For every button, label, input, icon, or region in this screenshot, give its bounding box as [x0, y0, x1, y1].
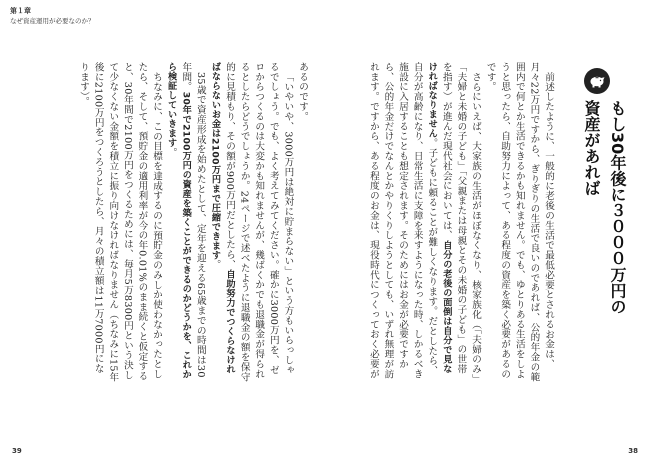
heading-line-2: 資産があれば — [582, 100, 601, 196]
paragraph: 前述したように、一般的に老後の生活で最低必要とされるお金は、月々22万円ですから、ぎりぎりの生活で良いのであれば、公的年金の範囲内で何とか生活できるかも知れません。でも、ゆとりある生活をしようと思ったら、自助努力によって、ある程度の資産を築く必要があるのです。 — [484, 62, 554, 382]
emphasis-text: 自分の老後の面倒は自分で見なければなりません — [426, 62, 452, 374]
heading-line-1: もし30年後に３０００万円の — [608, 100, 627, 315]
right-page — [325, 0, 650, 465]
paragraph: あるのです。 — [297, 62, 308, 122]
right-body-text — [345, 62, 555, 382]
chapter-label: 第１章 — [10, 7, 31, 15]
paragraph: 35歳で資産形成を始めたとして、定年を迎える65歳までの時間は30年間。30年で2100万円の資産を築くことができるのかどうかを、これから検証していきます。 — [165, 62, 206, 379]
section-heading — [580, 100, 628, 350]
page-number-left: 39 — [12, 447, 22, 455]
paragraph: さらにいえば、大家族の生活がほぼなくなり、核家族化（「夫婦のみ」「夫婦と未婚の子ども」「父親または母親とその未婚の子ども」の世帯を指す）が進んだ現代社会においては、自分の老後の面倒は自分で見なければなりません。子どもに頼ることが難しくなります。だとしたら、自分が高齢になり、日常生活に支障を来すようになった時、しかるべき施設に入居することも想定されます。そのためにはお金が必要ですから、公的年金だけでなんとかやりくりしようとしても、いずれ無理が訪れます。ですから、ある程度のお金は、現役時代につくっておく必要が — [367, 62, 482, 379]
chapter-title: なぜ資産運用が必要なのか？ — [10, 17, 95, 25]
page-number-right: 38 — [628, 447, 638, 455]
emphasis-text: 30年で2100万円の資産を築くことができるのかどうかを、これから検証していきます — [165, 62, 192, 379]
piggy-bank-icon — [584, 68, 610, 94]
left-body-text — [14, 62, 309, 382]
emphasis-text: 自助努力でつくらなければならないお金は2100万円まで圧縮できます — [209, 62, 236, 374]
paragraph: ちなみに、この目標を達成するのに預貯金のみしか使わなかったとしたら、そして、預貯金の適用利率が今の年0.01%のまま続くと仮定すると、30年間で2100万円をつくるためには、毎月5万8300円という決して少なくない金額を積立に振り向けなければなりません（ちなみに15年後に2100万円をつくろうとしたら、月々の積立額は11万7000円になります）。 — [78, 62, 163, 382]
paragraph: 「いやいや、3000万円は絶対に貯まらない」という方もいらっしゃるでしょう。でも、よく考えてみてください。確かに3000万円を、ゼロからつくるのは大変かも知れませんが、幾ばくかでも退職金が得られるとしたらどうでしょうか。24ページで述べたように退職金の額を保守的に見積もり、その額が900万円だとしたら、自助努力でつくらなければならないお金は2100万円まで圧縮できます。 — [209, 62, 294, 382]
running-head — [10, 6, 95, 26]
